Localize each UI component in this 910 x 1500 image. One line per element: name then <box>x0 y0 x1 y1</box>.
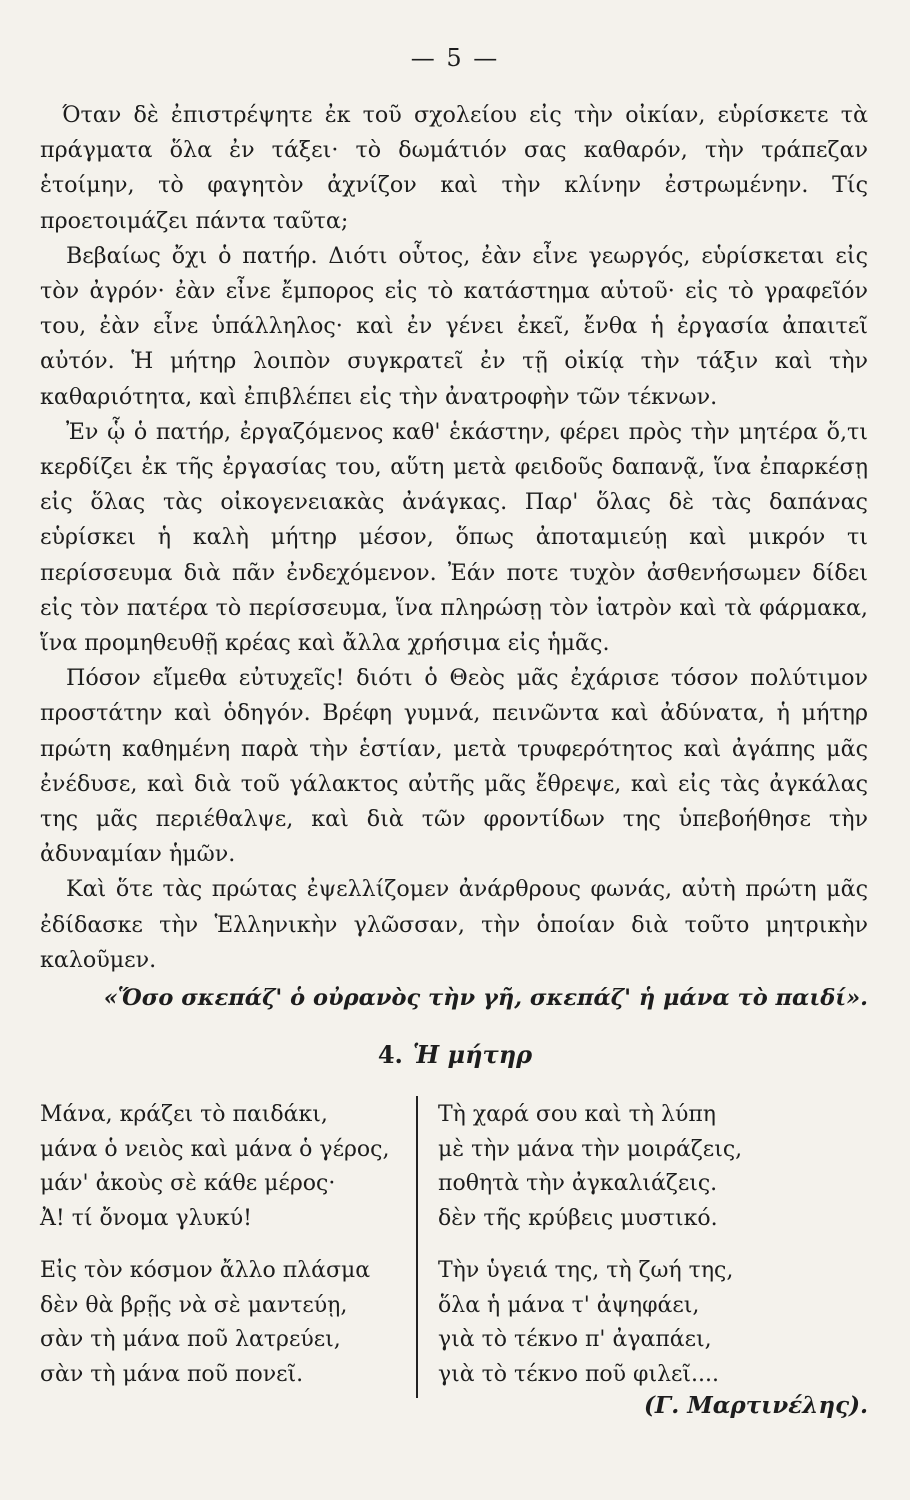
paragraph: Καὶ ὅτε τὰς πρώτας ἐψελλίζομεν ἀνάρθρους φωνάς, αὐτὴ πρώτη μᾶς ἐδίδασκε τὴν Ἑλληνικὴν γλῶσσαν, τὴν ὁποίαν διὰ τοῦτο μητρικὴν καλοῦμεν. <box>40 876 868 973</box>
poem-verse: ποθητὰ τὴν ἀγκαλιάζεις. <box>438 1171 718 1196</box>
column-divider <box>416 1096 418 1398</box>
prose-text <box>40 98 868 978</box>
poem-stanza <box>40 1254 410 1392</box>
paragraph: Βεβαίως ὄχι ὁ πατήρ. Διότι οὗτος, ἐὰν εἶνε γεωργός, εὑρίσκεται εἰς τὸν ἀγρόν· ἐὰν εἶνε ἔμπορος εἰς τὸ κατάστημα αὑτοῦ· εἰς τὸ γραφεῖόν του, ἐὰν εἶνε ὑπάλληλος· καὶ ἐν γένει ἐκεῖ, ἔνθα ἡ ἐργασία ἀπαιτεῖ αὐτόν. Ἡ μήτηρ λοιπὸν συγκρατεῖ ἐν τῇ οἰκίᾳ τὴν τάξιν καὶ τὴν καθαριότητα, καὶ ἐπιβλέπει εἰς τὴν ἀνατροφὴν τῶν τέκνων. <box>40 242 868 410</box>
poem-verse: σὰν τὴ μάνα ποῦ πονεῖ. <box>40 1361 304 1387</box>
poem-verse: Τὴν ὑγειά της, τὴ ζωή της, <box>438 1258 734 1283</box>
poem-heading <box>0 1040 910 1069</box>
paragraph: Ἐν ᾧ ὁ πατήρ, ἐργαζόμενος καθ' ἑκάστην, φέρει πρὸς τὴν μητέρα ὅ,τι κερδίζει ἐκ τῆς ἐργασίας του, αὕτη μετὰ φειδοῦς δαπανᾷ, ἵνα ἐπαρκέσῃ εἰς ὅλας τὰς οἰκογενειακὰς ἀνάγκας. Παρ' ὅλας δὲ τὰς δαπάνας εὑρίσκει ἡ καλὴ μήτηρ μέσον, ὅπως ἀποταμιεύῃ καὶ μικρόν τι περίσσευμα διὰ πᾶν ἐνδεχόμενον. Ἐάν ποτε τυχὸν ἀσθενήσωμεν δίδει εἰς τὸν πατέρα τὸ περίσσευμα, ἵνα πληρώσῃ τὸν ἰατρὸν καὶ τὰ φάρμακα, ἵνα προμηθευθῇ κρέας καὶ ἄλλα χρήσιμα εἰς ἡμᾶς. <box>40 418 868 657</box>
proverb-motto: «Ὅσο σκεπάζ' ὁ οὐρανὸς τὴν γῆ, σκεπάζ' ἡ μάνα τὸ παιδί». <box>103 985 868 1011</box>
poem-stanza <box>438 1254 848 1392</box>
poem-verse: γιὰ τὸ τέκνο ποῦ φιλεῖ.... <box>438 1361 720 1387</box>
poem-verse: Μάνα, κράζει τὸ παιδάκι, <box>40 1102 328 1127</box>
poem-verse: δὲν θὰ βρῇς νὰ σὲ μαντεύῃ, <box>40 1292 348 1318</box>
poem-verse: μάνα ὁ νειὸς καὶ μάνα ὁ γέρος, <box>40 1136 390 1162</box>
page-number: — 5 — <box>410 44 500 72</box>
poem-verse: μὲ τὴν μάνα τὴν μοιράζεις, <box>438 1136 743 1162</box>
poem-author: (Γ. Μαρτινέλης). <box>644 1392 868 1419</box>
paragraph: Όταν δὲ ἐπιστρέψητε ἐκ τοῦ σχολείου εἰς τὴν οἰκίαν, εὑρίσκετε τὰ πράγματα ὅλα ἐν τάξει· τὸ δωμάτιόν σας καθαρόν, τὴν τράπεζαν ἑτοίμην, τὸ φαγητὸν ἀχνίζον καὶ τὴν κλίνην ἐστρωμένην. Τίς προετοιμάζει πάντα ταῦτα; <box>40 102 868 234</box>
poem-verse: δὲν τῆς κρύβεις μυστικό. <box>438 1205 718 1231</box>
paragraph: Πόσον εἴμεθα εὐτυχεῖς! διότι ὁ Θεὸς μᾶς ἐχάρισε τόσον πολύτιμον προστάτην καὶ ὁδηγόν. Βρέφη γυμνά, πεινῶντα καὶ ἀδύνατα, ἡ μήτηρ πρώτη καθημένη παρὰ τὴν ἑστίαν, μετὰ τρυφερότητος καὶ ἀγάπης μᾶς ἐνέδυσε, καὶ διὰ τοῦ γάλακτος αὐτῆς μᾶς ἔθρεψε, καὶ εἰς τὰς ἀγκάλας της μᾶς περιέθαλψε, καὶ διὰ τῶν φροντίδων της ὑπεβοήθησε τὴν ἀδυναμίαν ἡμῶν. <box>40 665 868 868</box>
poem-verse: Εἰς τὸν κόσμον ἄλλο πλάσμα <box>40 1258 371 1283</box>
poem-number: 4. <box>377 1040 403 1069</box>
poem-verse: Ἀ! τί ὄνομα γλυκύ! <box>40 1205 252 1231</box>
poem-title: Ἡ μήτηρ <box>412 1040 533 1069</box>
poem-stanza <box>40 1098 410 1236</box>
poem-verse: μάν' ἀκοὺς σὲ κάθε μέρος· <box>40 1171 336 1196</box>
poem-verse: ὅλα ἡ μάνα τ' ἀψηφάει, <box>438 1292 700 1318</box>
poem-right-column <box>438 1098 848 1392</box>
poem-verse: γιὰ τὸ τέκνο π' ἀγαπάει, <box>438 1327 712 1352</box>
poem-verse: σὰν τὴ μάνα ποῦ λατρεύει, <box>40 1327 341 1352</box>
poem-left-column <box>40 1098 410 1392</box>
poem-stanza <box>438 1098 848 1236</box>
poem-verse: Τὴ χαρά σου καὶ τὴ λύπη <box>438 1102 716 1127</box>
